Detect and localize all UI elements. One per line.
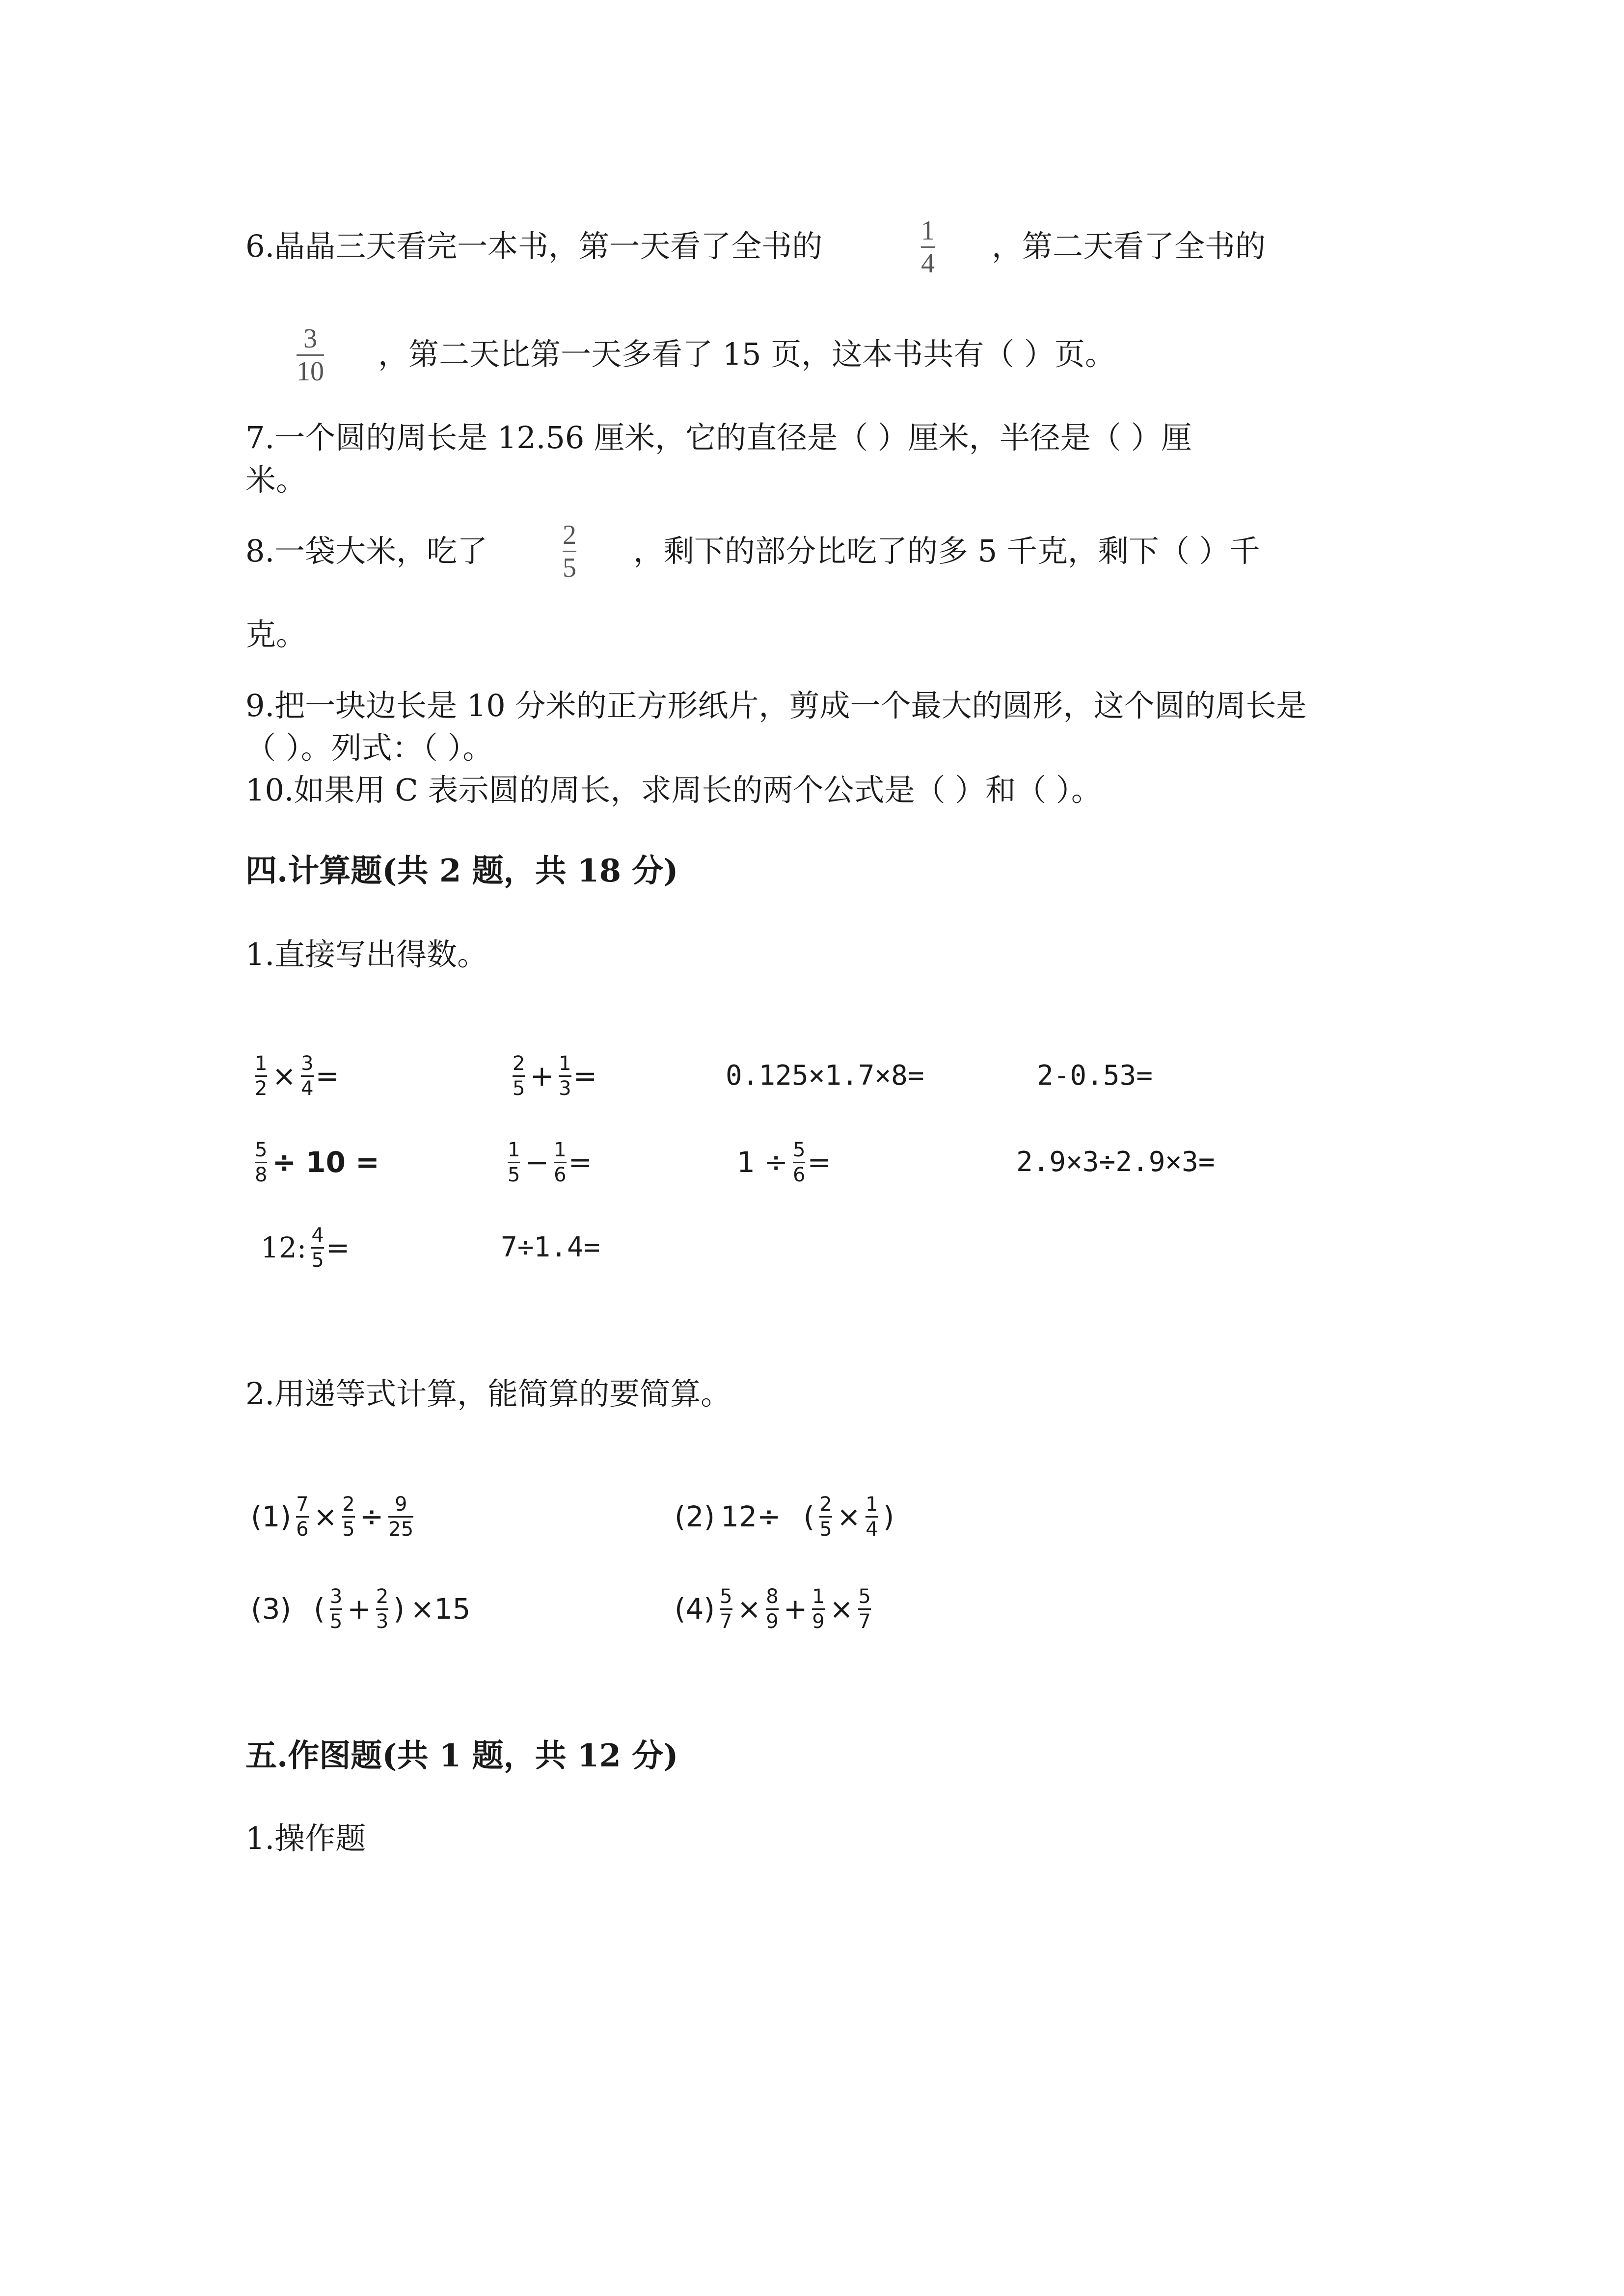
calc-r2-e4: 2.9×3÷2.9×3= (1016, 1146, 1215, 1178)
q6-text-2: ，第二天看了全书的 (992, 228, 1266, 264)
calc-r1-e3: 0.125×1.7×8= (726, 1060, 924, 1092)
fraction: 1 2 (255, 1052, 268, 1100)
fraction: 1 4 (866, 1493, 878, 1541)
q7-line-2: 米。 (245, 462, 307, 498)
fraction: 1 9 (812, 1585, 825, 1633)
fraction-denominator: 4 (921, 248, 935, 279)
q6-fraction-1 (921, 216, 935, 278)
fraction: 9 25 (388, 1493, 414, 1541)
fraction: 5 6 (792, 1138, 806, 1186)
calc-r2-e3: 1 ÷ 5 6 = (737, 1138, 831, 1186)
q10-text: 10.如果用 C 表示圆的周长，求周长的两个公式是（ ）和（ ）。 (245, 772, 1102, 808)
fraction-numerator: 3 (303, 323, 317, 354)
calc-r1-e2: 2 5 + 1 3 = (513, 1052, 597, 1100)
q7-line-1: 7.一个圆的周长是 12.56 厘米，它的直径是（ ）厘米，半径是（ ）厘 (245, 420, 1192, 455)
calc-r1-e1: 1 2 × 3 4 = (255, 1052, 340, 1100)
fraction: 1 5 (508, 1138, 520, 1186)
fraction: 2 5 (342, 1493, 355, 1541)
fraction-numerator: 2 (563, 520, 576, 550)
fraction: 2 5 (513, 1052, 525, 1100)
fraction: 3 5 (329, 1585, 343, 1633)
calc-r3-e1: 12: 4 5 = (261, 1224, 350, 1272)
q8-line-2: 克。 (245, 616, 307, 652)
fraction: 5 7 (858, 1585, 871, 1633)
fraction: 4 5 (311, 1224, 324, 1272)
fraction: 2 5 (819, 1493, 832, 1541)
fraction: 1 3 (559, 1052, 571, 1100)
fraction: 1 6 (554, 1138, 567, 1186)
calc-r3-e2: 7÷1.4= (501, 1231, 600, 1263)
q8-fraction (563, 520, 576, 583)
section-4-q2-title: 2.用递等式计算，能简算的要简算。 (245, 1376, 731, 1412)
q6-text-1: 6.晶晶三天看完一本书，第一天看了全书的 (245, 228, 823, 264)
q9-line-2: （ ）。列式：（ ）。 (245, 730, 493, 766)
calc-problem-4: (4) 5 7 × 8 9 + 1 9 × 5 7 (675, 1585, 871, 1633)
fraction-bar (563, 551, 576, 552)
section-5-q1-title: 1.操作题 (245, 1820, 366, 1856)
fraction: 7 6 (296, 1493, 309, 1541)
section-4-q1-title: 1.直接写出得数。 (245, 936, 488, 972)
section-5-title: 五.作图题(共 1 题，共 12 分) (245, 1737, 678, 1774)
fraction: 3 4 (301, 1052, 314, 1100)
calc-problem-3: (3) ( 3 5 + 2 3 ) ×15 (251, 1585, 471, 1633)
calc-problem-1: (1) 7 6 × 2 5 ÷ 9 25 (251, 1493, 414, 1541)
fraction-bar (921, 246, 935, 248)
q9-line-1: 9.把一块边长是 10 分米的正方形纸片，剪成一个最大的圆形，这个圆的周长是 (245, 688, 1307, 723)
fraction: 8 9 (766, 1585, 779, 1633)
fraction-numerator: 1 (921, 215, 935, 246)
calc-r1-e4: 2-0.53= (1037, 1060, 1153, 1092)
fraction-bar (297, 354, 324, 356)
calc-r2-e2: 1 5 − 1 6 = (508, 1138, 593, 1186)
fraction-denominator: 10 (297, 356, 324, 387)
calc-problem-2: (2) 12÷ ( 2 5 × 1 4 ) (675, 1493, 894, 1541)
fraction: 5 8 (255, 1138, 268, 1186)
fraction-denominator: 5 (563, 553, 576, 583)
calc-r2-e1: 5 8 ÷ 10 = (255, 1138, 379, 1186)
q8-text-1: 8.一袋大米，吃了 (245, 533, 488, 569)
q6-fraction-2 (297, 324, 324, 386)
q8-text-2: ，剩下的部分比吃了的多 5 千克，剩下（ ）千 (633, 533, 1260, 569)
section-4-title: 四.计算题(共 2 题，共 18 分) (245, 853, 678, 889)
fraction: 2 3 (376, 1585, 389, 1633)
q6-text-3: ，第二天比第一天多看了 15 页，这本书共有（ ）页。 (378, 336, 1116, 372)
fraction: 5 7 (720, 1585, 732, 1633)
